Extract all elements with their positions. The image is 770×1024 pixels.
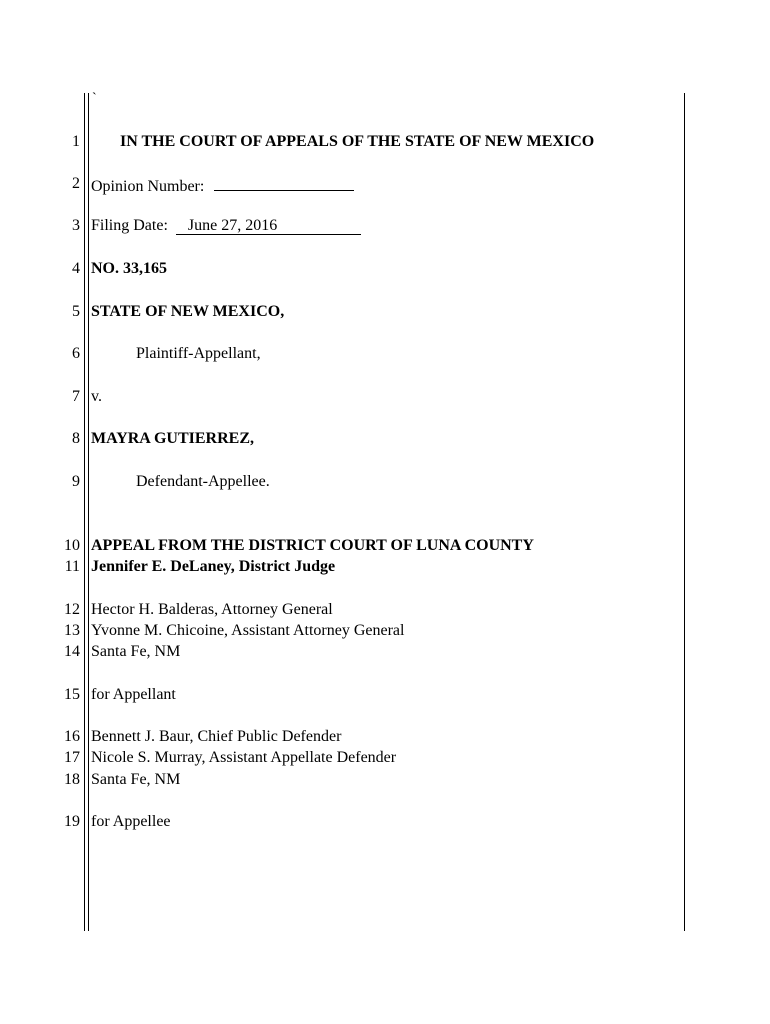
line-number: 6 <box>72 345 80 362</box>
appellant-counsel-line: Santa Fe, NM <box>91 643 181 660</box>
line-number: 12 <box>64 601 80 618</box>
line-number: 18 <box>64 771 80 788</box>
line-number: 16 <box>64 728 80 745</box>
district-judge: Jennifer E. DeLaney, District Judge <box>91 558 336 575</box>
plaintiff-name: STATE OF NEW MEXICO, <box>91 303 285 320</box>
appellee-counsel-line: Santa Fe, NM <box>91 771 181 788</box>
appellant-counsel-line: Hector H. Balderas, Attorney General <box>91 601 333 618</box>
filing-date-underline <box>176 234 361 235</box>
case-number: NO. 33,165 <box>91 260 167 277</box>
line-number: 11 <box>64 558 80 575</box>
court-title: IN THE COURT OF APPEALS OF THE STATE OF NEW MEXICO <box>120 133 595 150</box>
appeal-from: APPEAL FROM THE DISTRICT COURT OF LUNA COUNTY <box>91 537 534 554</box>
tick-mark: ` <box>92 91 97 106</box>
appellee-counsel-line: Nicole S. Murray, Assistant Appellate Defender <box>91 749 397 766</box>
line-number: 10 <box>64 537 80 554</box>
for-appellee: for Appellee <box>91 813 171 830</box>
line-number: 1 <box>72 133 80 150</box>
left-margin-rule-inner <box>88 93 89 931</box>
line-number: 8 <box>72 430 80 447</box>
right-margin-rule <box>684 93 685 931</box>
defendant-role: Defendant-Appellee. <box>136 473 270 490</box>
appellee-counsel-line: Bennett J. Baur, Chief Public Defender <box>91 728 342 745</box>
line-number: 3 <box>72 217 80 234</box>
defendant-name: MAYRA GUTIERREZ, <box>91 430 254 447</box>
line-number: 5 <box>72 303 80 320</box>
filing-date-value: June 27, 2016 <box>187 217 278 234</box>
line-number: 2 <box>72 175 80 192</box>
line-number: 4 <box>72 260 80 277</box>
appellant-counsel-line: Yvonne M. Chicoine, Assistant Attorney General <box>91 622 405 639</box>
filing-date-line <box>91 216 361 236</box>
line-number: 14 <box>64 643 80 660</box>
plaintiff-role: Plaintiff-Appellant, <box>136 345 261 362</box>
line-number: 9 <box>72 473 80 490</box>
line-number: 7 <box>72 388 80 405</box>
opinion-number-label: Opinion Number: <box>91 178 205 195</box>
versus: v. <box>91 388 102 405</box>
left-margin-rule-outer <box>84 93 85 931</box>
line-number: 19 <box>64 813 80 830</box>
filing-date-label: Filing Date: <box>91 217 168 234</box>
opinion-number-line <box>91 174 354 197</box>
line-number: 15 <box>64 686 80 703</box>
line-number: 17 <box>64 749 80 766</box>
for-appellant: for Appellant <box>91 686 176 703</box>
filing-date-field <box>176 216 361 236</box>
line-number: 13 <box>64 622 80 639</box>
opinion-number-blank <box>214 174 354 191</box>
